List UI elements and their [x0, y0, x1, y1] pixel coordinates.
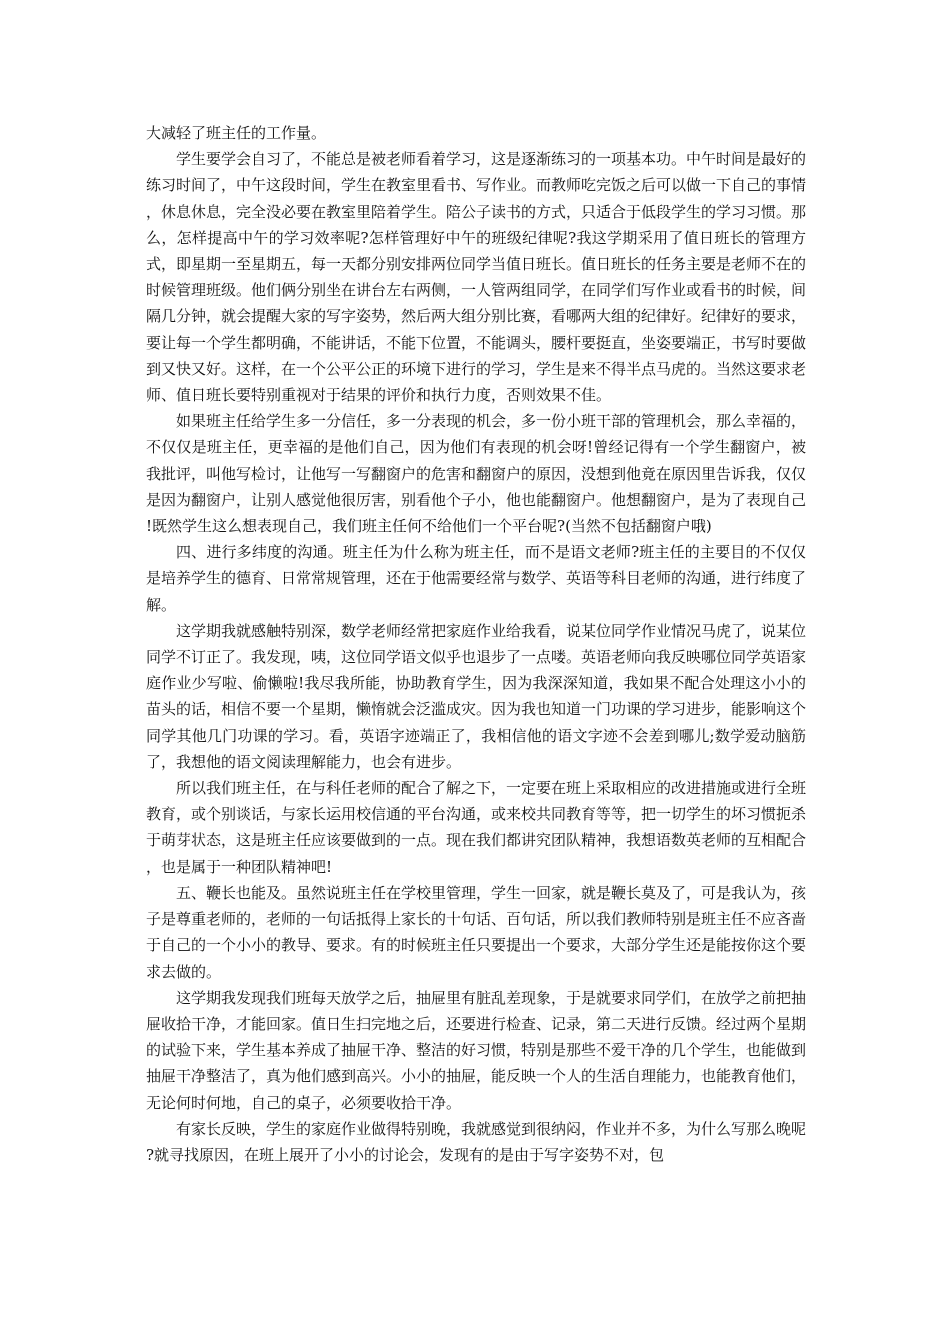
paragraph-4: 这学期我就感触特别深，数学老师经常把家庭作业给我看，说某位同学作业情况马虎了，说某位同学不订正了。我发现，咦，这位同学语文似乎也退步了一点喽。英语老师向我反映哪位同学英语家庭作业少写啦、偷懒啦!我尽我所能，协助教育学生，因为我深深知道，我如果不配合处理这小小的苗头的话，相信不要一个星期，懒惰就会泛滥成灾。因为我也知道一门功课的学习进步，能影响这个同学其他几门功课的学习。看，英语字迹端正了，我相信他的语文字迹不会差到哪儿;数学爱动脑筋了，我想他的语文阅读理解能力，也会有进步。	[146, 621, 807, 771]
paragraph-2: 如果班主任给学生多一分信任，多一分表现的机会，多一份小班干部的管理机会，那么幸福的，不仅仅是班主任，更幸福的是他们自己，因为他们有表现的机会呀!曾经记得有一个学生翻窗户，被我批评，叫他写检讨，让他写一写翻窗户的危害和翻窗户的原因，没想到他竟在原因里告诉我，仅仅是因为翻窗户，让别人感觉他很厉害，别看他个子小，他也能翻窗户。他想翻窗户，是为了表现自己!既然学生这么想表现自己，我们班主任何不给他们一个平台呢?(当然不包括翻窗户哦)	[146, 412, 807, 536]
paragraph-6: 五、鞭长也能及。虽然说班主任在学校里管理，学生一回家，就是鞭长莫及了，可是我认为，孩子是尊重老师的，老师的一句话抵得上家长的十句话、百句话，所以我们教师特别是班主任不应吝啬于自己的一个小小的教导、要求。有的时候班主任只要提出一个要求，大部分学生还是能按你这个要求去做的。	[146, 883, 807, 981]
paragraph-3: 四、进行多纬度的沟通。班主任为什么称为班主任，而不是语文老师?班主任的主要目的不仅仅是培养学生的德育、日常常规管理，还在于他需要经常与数学、英语等科目老师的沟通，进行纬度了解。	[146, 543, 807, 614]
document-body	[146, 120, 806, 1168]
paragraph-8: 有家长反映，学生的家庭作业做得特别晚，我就感觉到很纳闷，作业并不多，为什么写那么晚呢?就寻找原因，在班上展开了小小的讨论会，发现有的是由于写字姿势不对，包	[146, 1119, 807, 1164]
paragraph-7: 这学期我发现我们班每天放学之后，抽屉里有脏乱差现象，于是就要求同学们，在放学之前把抽屉收拾干净，才能回家。值日生扫完地之后，还要进行检查、记录，第二天进行反馈。经过两个星期的试验下来，学生基本养成了抽屉干净、整洁的好习惯，特别是那些不爱干净的几个学生，也能做到抽屉干净整洁了，真为他们感到高兴。小小的抽屉，能反映一个人的生活自理能力，也能教育他们，无论何时何地，自己的桌子，必须要收拾干净。	[146, 988, 807, 1112]
paragraph-0: 大减轻了班主任的工作量。	[146, 124, 327, 142]
paragraph-1: 学生要学会自习了，不能总是被老师看着学习，这是逐渐练习的一项基本功。中午时间是最好的练习时间了，中午这段时间，学生在教室里看书、写作业。而教师吃完饭之后可以做一下自己的事情，休息休息，完全没必要在教室里陪着学生。陪公子读书的方式，只适合于低段学生的学习习惯。那么，怎样提高中午的学习效率呢?怎样管理好中午的班级纪律呢?我这学期采用了值日班长的管理方式，即星期一至星期五，每一天都分别安排两位同学当值日班长。值日班长的任务主要是老师不在的时候管理班级。他们俩分别坐在讲台左右两侧，一人管两组同学，在同学们写作业或看书的时候，间隔几分钟，就会提醒大家的写字姿势，然后两大组分别比赛，看哪两大组的纪律好。纪律好的要求，要让每一个学生都明确，不能讲话，不能下位置，不能调头，腰杆要挺直，坐姿要端正，书写时要做到又快又好。这样，在一个公平公正的环境下进行的学习，学生是来不得半点马虎的。当然这要求老师、值日班长要特别重视对于结果的评价和执行力度，否则效果不佳。	[146, 150, 807, 405]
paragraph-5: 所以我们班主任，在与科任老师的配合了解之下，一定要在班上采取相应的改进措施或进行全班教育，或个别谈话，与家长运用校信通的平台沟通，或来校共同教育等等，把一切学生的坏习惯扼杀于萌芽状态，这是班主任应该要做到的一点。现在我们都讲究团队精神，我想语数英老师的互相配合，也是属于一种团队精神吧!	[146, 779, 807, 876]
